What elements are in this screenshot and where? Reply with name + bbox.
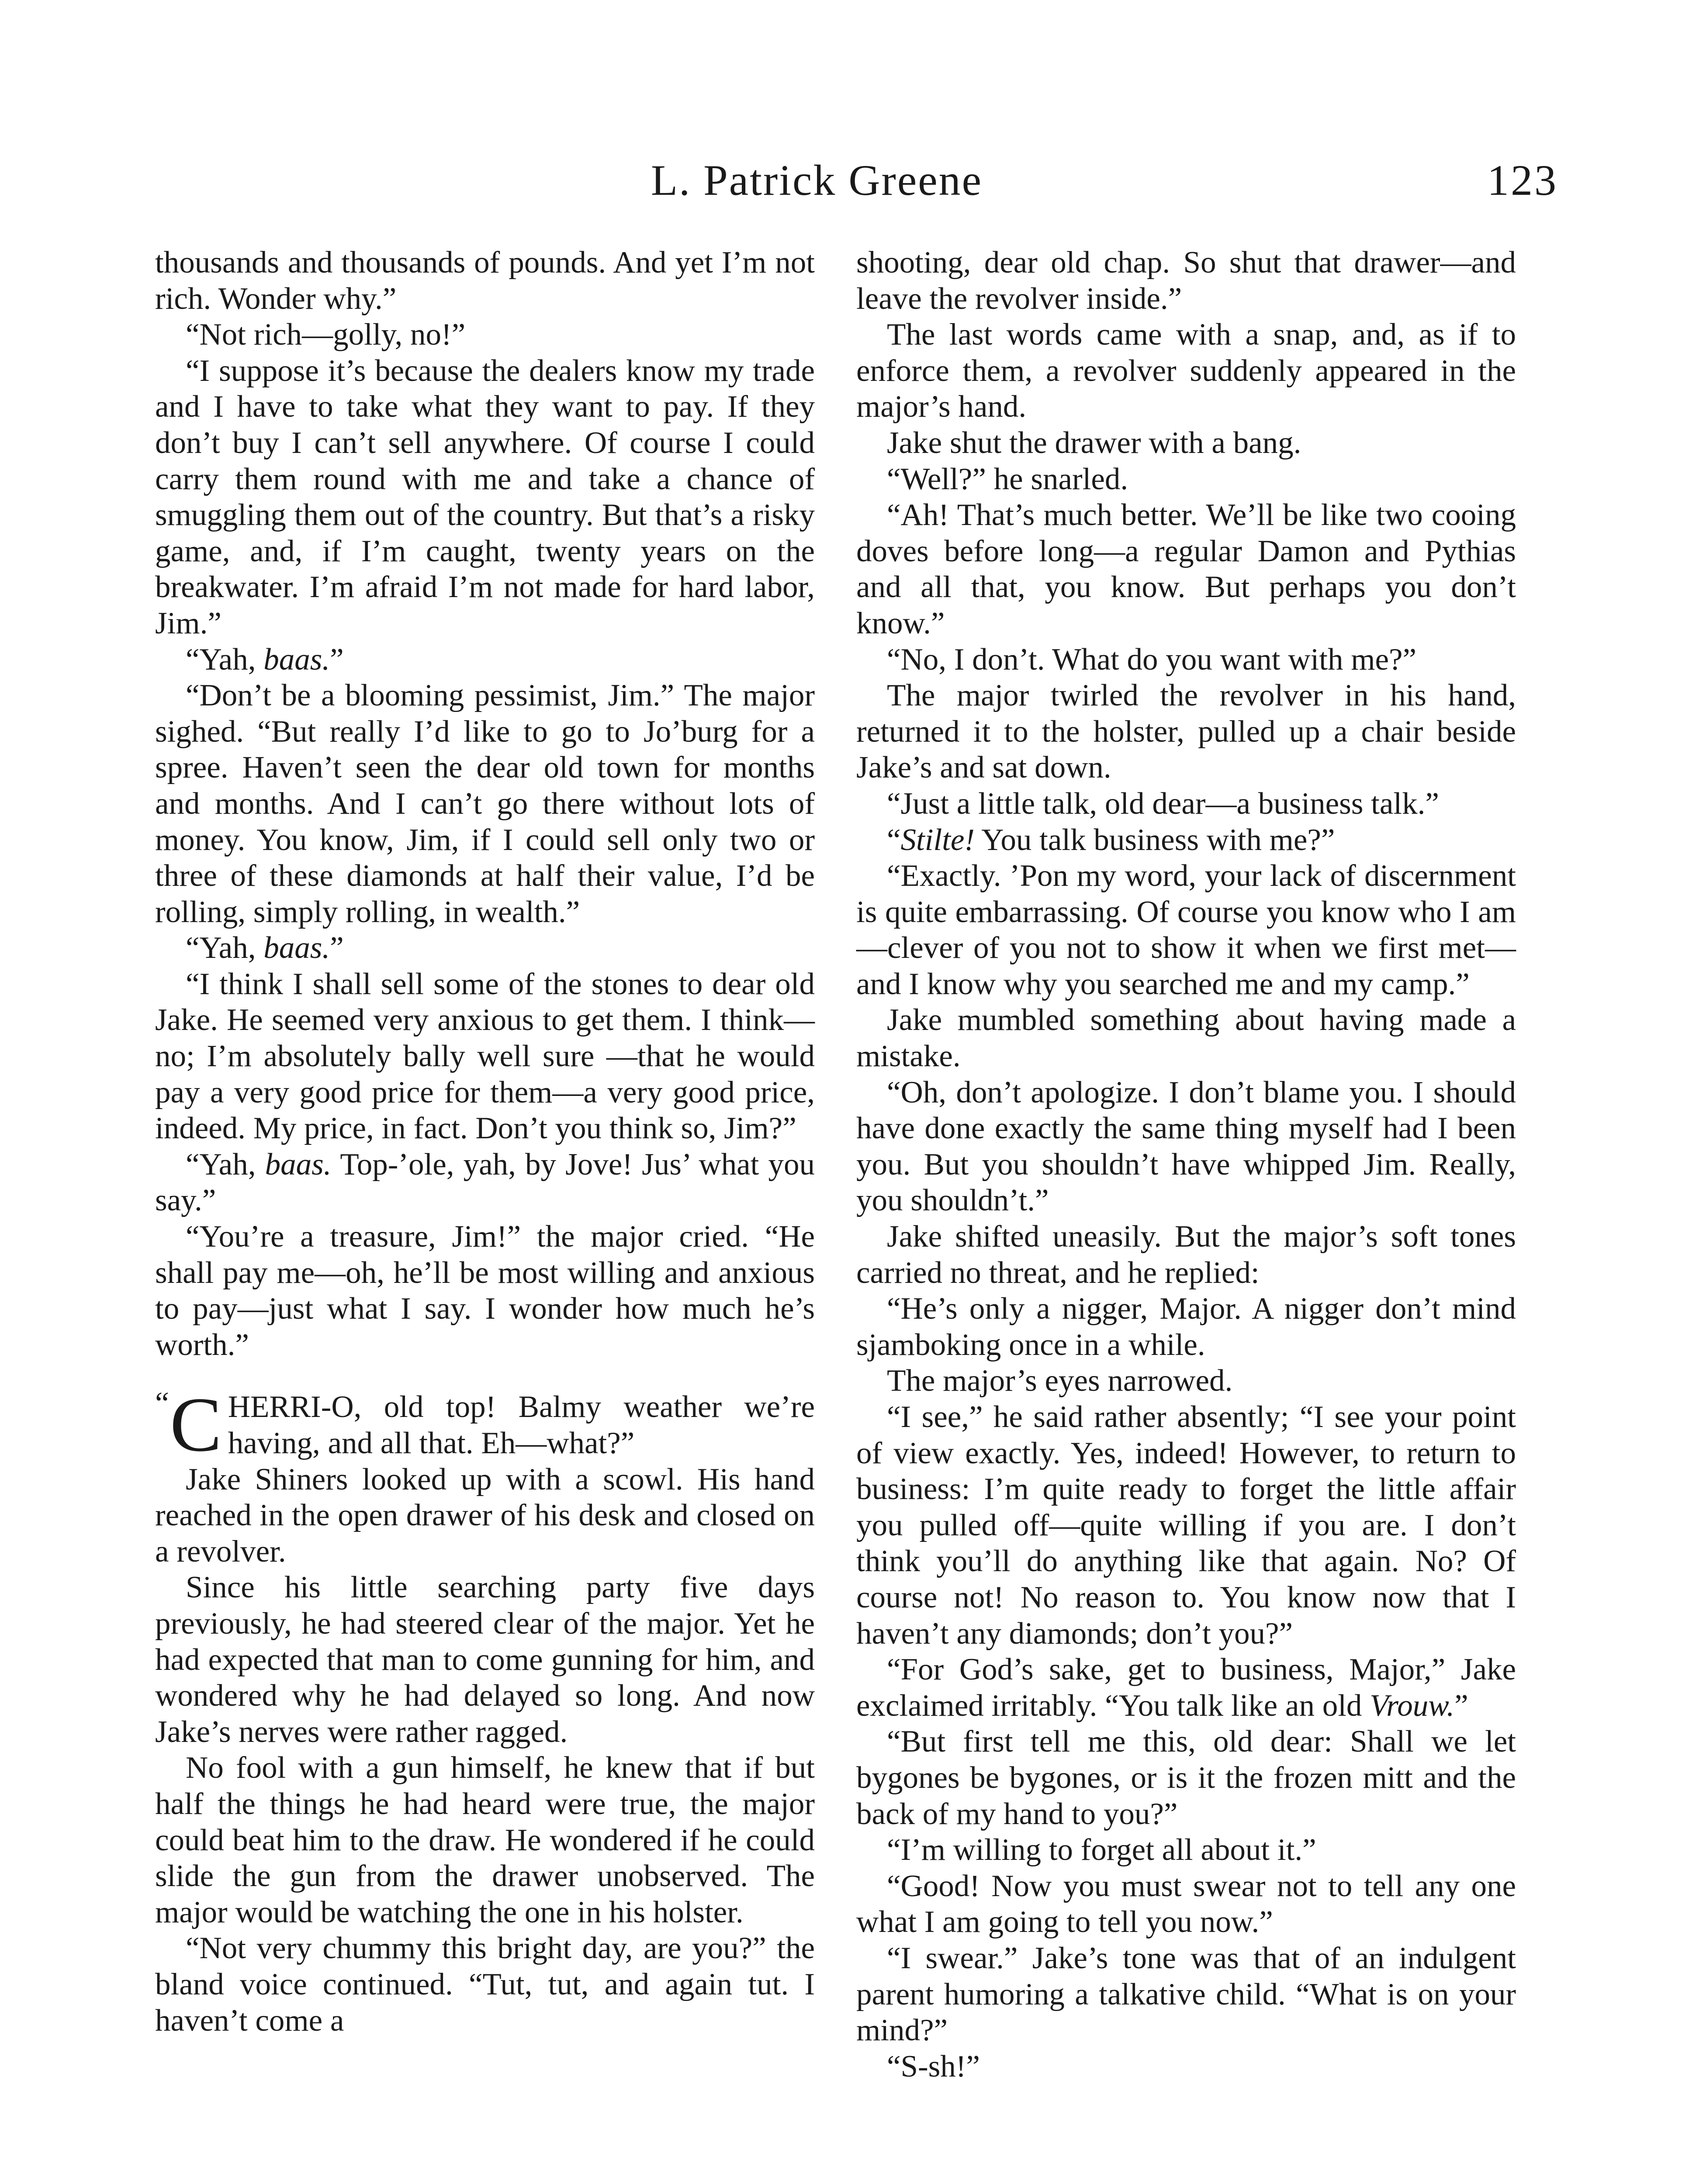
page-number: 123 [1487, 156, 1558, 204]
italic-word: Vrouw. [1370, 1688, 1455, 1723]
text-run: ” [1454, 1688, 1468, 1723]
paragraph: “I suppose it’s because the dealers know my trade and I have to take what they want to pay. If they don’t buy I can’t sell anywhere. Of course I could carry them round with me and take a chance of smuggling them out of the country. But that’s a risky game, and, if I’m caught, twenty years on the breakwater. I’m afraid I’m not made for hard labor, Jim.” [155, 353, 815, 640]
left-column [155, 245, 815, 2039]
italic-word: baas. [263, 642, 330, 677]
paragraph: “I see,” he said rather absently; “I see your point of view exactly. Yes, indeed! However, to return to business: I’m quite ready to forget the little affair you pulled off—quite willing if you are. I don’t think you’ll do anything like that again. No? Of course not! No reason to. You know now that I haven’t any diamonds; don’t you?” [856, 1400, 1516, 1651]
paragraph: “Just a little talk, old dear—a business talk.” [887, 786, 1439, 821]
paragraph: “But first tell me this, old dear: Shall we let bygones be bygones, or is it the frozen mitt and the back of my hand to you?” [856, 1724, 1516, 1831]
text-run: You talk business with me?” [975, 822, 1335, 857]
paragraph: “I think I shall sell some of the stones to dear old Jake. He seemed very anxious to get them. I think—no; I’m absolutely bally well sure —that he would pay a very good price for them—a very good price, indeed. My price, in fact. Don’t you think so, Jim?” [155, 967, 815, 1146]
paragraph: Jake Shiners looked up with a scowl. His hand reached in the open drawer of his desk and closed on a revolver. [155, 1462, 815, 1569]
paragraph: No fool with a gun himself, he knew that if but half the things he had heard were true, the major could beat him to the draw. He wondered if he could slide the gun from the drawer unobserved. The major would be watching the one in his holster. [155, 1751, 815, 1929]
text-run: “ [887, 822, 901, 857]
text-run: Top-’ole, yah, by Jove! Jus’ what you say.” [155, 1147, 815, 1218]
paragraph: Since his little searching party five days previously, he had steered clear of the major. Yet he had expected that man to come gunning for him, and wondered why he had delayed so long. And now Jake’s nerves were rather ragged. [155, 1570, 815, 1749]
paragraph: thousands and thousands of pounds. And yet I’m not rich. Wonder why.” [155, 245, 815, 316]
text-run: “Yah, [186, 931, 264, 965]
paragraph: “Don’t be a blooming pessimist, Jim.” The major sighed. “But really I’d like to go to Jo’burg for a spree. Haven’t seen the dear old town for months and months. And I can’t go there without lots of money. You know, Jim, if I could sell only two or three of these diamonds at half their value, I’d be rolling, simply rolling, in wealth.” [155, 678, 815, 929]
paragraph: The major’s eyes narrowed. [887, 1364, 1233, 1398]
paragraph [856, 822, 1516, 858]
text-run: “Yah, [186, 1147, 265, 1182]
running-head [651, 155, 1558, 207]
paragraph: shooting, dear old chap. So shut that drawer—and leave the revolver inside.” [856, 245, 1516, 316]
author-name: L. Patrick Greene [651, 156, 983, 204]
text-run: HERRI-O, old top! Balmy weather we’re having, and all that. Eh—what?” [228, 1390, 815, 1460]
paragraph: “I’m willing to forget all about it.” [887, 1833, 1316, 1867]
paragraph: “Not rich—golly, no!” [186, 318, 466, 352]
paragraph: “I swear.” Jake’s tone was that of an indulgent parent humoring a talkative child. “What is on your mind?” [856, 1941, 1516, 2048]
paragraph: “You’re a treasure, Jim!” the major cried. “He shall pay me—oh, he’ll be most willing and anxious to pay—just what I say. I wonder how much he’s worth.” [155, 1220, 815, 1362]
text-run: ” [330, 931, 344, 965]
drop-cap: C [170, 1381, 222, 1468]
opening-quote: “ [155, 1386, 169, 1421]
paragraph [155, 1147, 815, 1219]
section-opening-paragraph [155, 1381, 815, 1468]
paragraph: “Well?” he snarled. [887, 462, 1128, 496]
paragraph [155, 930, 815, 966]
paragraph: Jake shifted uneasily. But the major’s soft tones carried no threat, and he replied: [856, 1220, 1516, 1290]
paragraph: “No, I don’t. What do you want with me?” [887, 642, 1416, 677]
paragraph: “Ah! That’s much better. We’ll be like two cooing doves before long—a regular Damon and Pythias and all that, you know. But perhaps you don’t know.” [856, 498, 1516, 640]
paragraph: “Good! Now you must swear not to tell any one what I am going to tell you now.” [856, 1869, 1516, 1939]
text-run: “Yah, [186, 642, 264, 677]
text-run: “For God’s sake, get to business, Major,” Jake exclaimed irritably. “You talk like an old [856, 1652, 1516, 1723]
paragraph: Jake shut the drawer with a bang. [887, 425, 1301, 460]
paragraph: “He’s only a nigger, Major. A nigger don’t mind sjamboking once in a while. [856, 1292, 1516, 1362]
italic-word: baas. [265, 1147, 332, 1182]
paragraph: “Oh, don’t apologize. I don’t blame you. I should have done exactly the same thing myself had I been you. But you shouldn’t have whipped Jim. Really, you shouldn’t.” [856, 1075, 1516, 1218]
paragraph [856, 1652, 1516, 1724]
italic-word: Stilte! [900, 822, 975, 857]
paragraph: Jake mumbled something about having made a mistake. [856, 1003, 1516, 1074]
paragraph: The major twirled the revolver in his hand, returned it to the holster, pulled up a chair beside Jake’s and sat down. [856, 678, 1516, 785]
paragraph: The last words came with a snap, and, as if to enforce them, a revolver suddenly appeared in the major’s hand. [856, 318, 1516, 424]
italic-word: baas. [263, 931, 330, 965]
paragraph [155, 642, 815, 678]
right-column [856, 245, 1516, 2084]
paragraph: “Not very chummy this bright day, are you?” the bland voice continued. “Tut, tut, and again tut. I haven’t come a [155, 1931, 815, 2038]
paragraph: “S-sh!” [887, 2049, 980, 2084]
paragraph: “Exactly. ’Pon my word, your lack of discernment is quite embarrassing. Of course you know who I am—clever of you not to show it when we first met—and I know why you searched me and my camp.” [856, 859, 1516, 1001]
text-run: ” [330, 642, 344, 677]
